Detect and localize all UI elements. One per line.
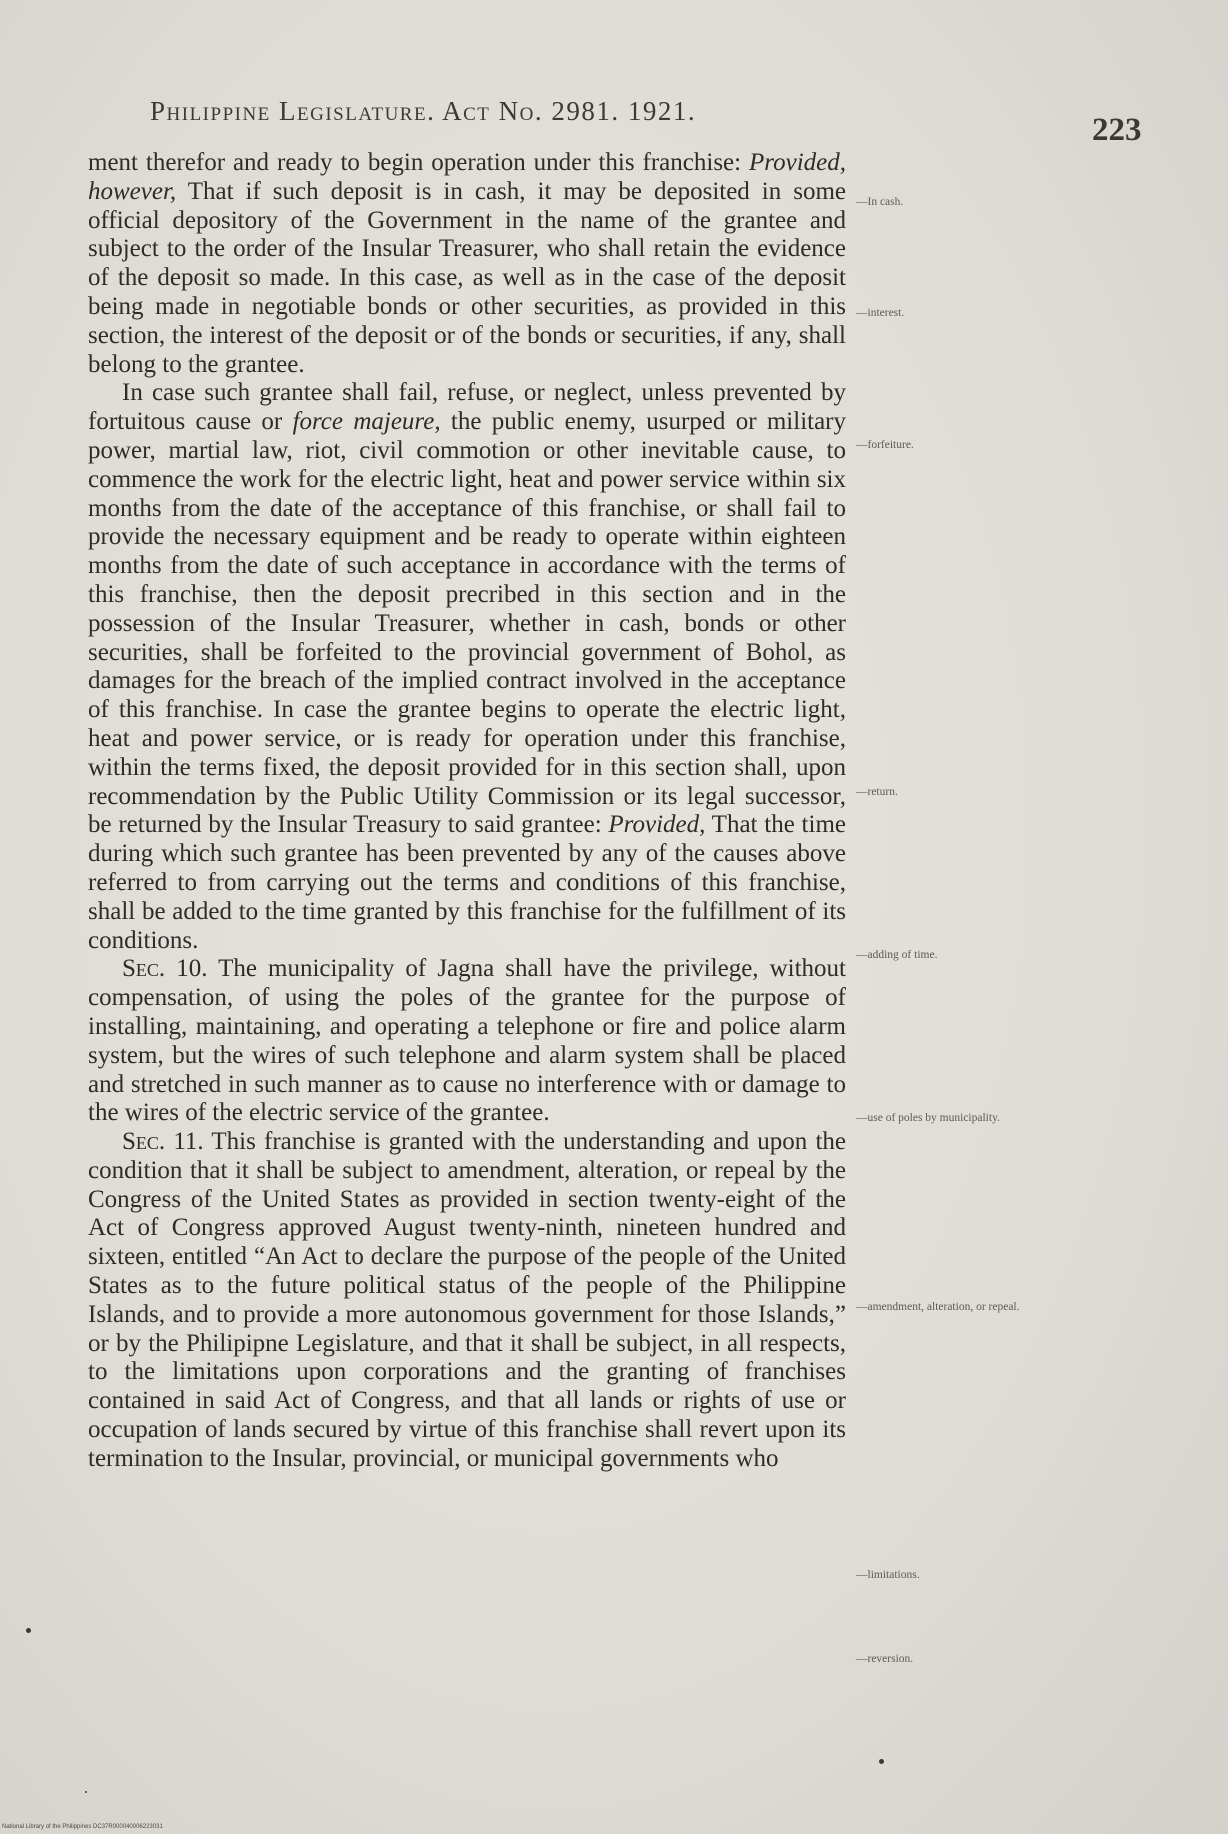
margin-note-adding-of-time: —adding of time.: [856, 949, 938, 961]
paragraph-text: ment therefor and ready to begin operation under this franchise:: [88, 149, 750, 176]
margin-note-reversion: —reversion.: [856, 1653, 914, 1665]
running-head: Philippine Legislature. Act No. 2981. 1921.: [150, 96, 697, 126]
provided-italic: Provided,: [608, 811, 706, 839]
library-imprint: National Library of the Philippines DC37R000040006223031: [2, 1824, 163, 1830]
paragraph-deposit: [88, 149, 846, 379]
paragraph-forfeiture: [88, 379, 846, 955]
force-majeure-italic: force majeure,: [292, 408, 441, 436]
paragraph-text: That if such deposit is in cash, it may be deposited in some official depository of the Government in the name of the grantee and subject to the order of the Insular Treasurer, who shall retain the evidence of the deposit so made. In this case, as well as in the case of the deposit being made in negotiable bonds or other securities, as provided in this section, the interest of the deposit or of the bonds or securities, if any, shall belong to the grantee.: [88, 177, 846, 378]
margin-note-forfeiture: —forfeiture.: [856, 439, 914, 451]
margin-note-in-cash: —In cash.: [856, 196, 904, 208]
paragraph-text: the public enemy, usurped or military power, martial law, riot, civil commotion or other inevitable cause, to commence the work for the electric light, heat and power service within six months from the date of the acceptance of this franchise, or shall fail to provide the necessary equipment and be ready to operate within eighteen months from the date of such acceptance in accordance with the terms of this franchise, then the deposit precribed in this section and in the possession of the Insular Treasurer, whether in cash, bonds or other securities, shall be forfeited to the provincial government of Bohol, as damages for the breach of the implied contract involved in the acceptance of this franchise. In case the grantee begins to operate the electric light, heat and power service, or is ready for operation under this franchise, within the terms fixed, the deposit provided for in this section shall, upon recommendation by the Public Utility Commission or its legal successor, be returned by the Insular Treasury to said grantee:: [88, 408, 847, 839]
margin-note-limitations: —limitations.: [856, 1569, 920, 1581]
proviso-italic: Provided, however,: [88, 149, 846, 205]
margin-note-interest: —interest.: [856, 307, 905, 319]
margin-note-return: —return.: [856, 786, 898, 798]
speck-mark: [85, 1791, 87, 1793]
page-number: 223: [1092, 112, 1142, 148]
paragraph-text: In case such grantee shall fail, refuse, or neglect, unless prevented by fortuitous cause or: [88, 379, 846, 436]
paragraph-text: 10. The municipality of Jagna shall have the privilege, without compensation, of using the poles of the grantee for the purpose of installing, maintaining, and operating a telephone or fire and police alarm system, but the wires of such telephone and alarm system shall be placed and stretched in such manner as to cause no interference with or damage to the wires of the electric service of the grantee.: [88, 955, 846, 1127]
margin-note-use-of-poles: —use of poles by municipality.: [856, 1112, 1000, 1124]
margin-note-amendment: —amendment, alteration, or repeal.: [856, 1301, 1020, 1313]
section-10: [88, 955, 846, 1128]
paragraph-text: 11. This franchise is granted with the understanding and upon the condition that it shall be subject to amendment, alteration, or repeal by the Congress of the United States as provided in section twenty-eight of the Act of Congress approved August twenty-ninth, nineteen hundred and sixteen, entitled “An Act to declare the purpose of the people of the United States as to the future political status of the people of the Philippine Islands, and to provide a more autonomous government for those Islands,” or by the Philipipne Legislature, and that it shall be subject, in all respects, to the limitations upon corporations and the granting of franchises contained in said Act of Congress, and that all lands or rights of use or occupation of lands secured by virtue of this franchise shall revert upon its termination to the Insular, provincial, or municipal governments who: [88, 1128, 846, 1472]
speck-mark: [879, 1759, 884, 1764]
section-11: [88, 1128, 846, 1474]
act-body-text: [88, 149, 846, 1474]
speck-mark: [26, 1628, 31, 1633]
paragraph-text: That the time during which such grantee has been prevented by any of the causes above referred to from carrying out the terms and conditions of this franchise, shall be added to the time granted by this franchise for the fulfillment of its conditions.: [88, 811, 846, 954]
section-label: Sec.: [122, 955, 166, 983]
section-label: Sec.: [122, 1128, 166, 1156]
